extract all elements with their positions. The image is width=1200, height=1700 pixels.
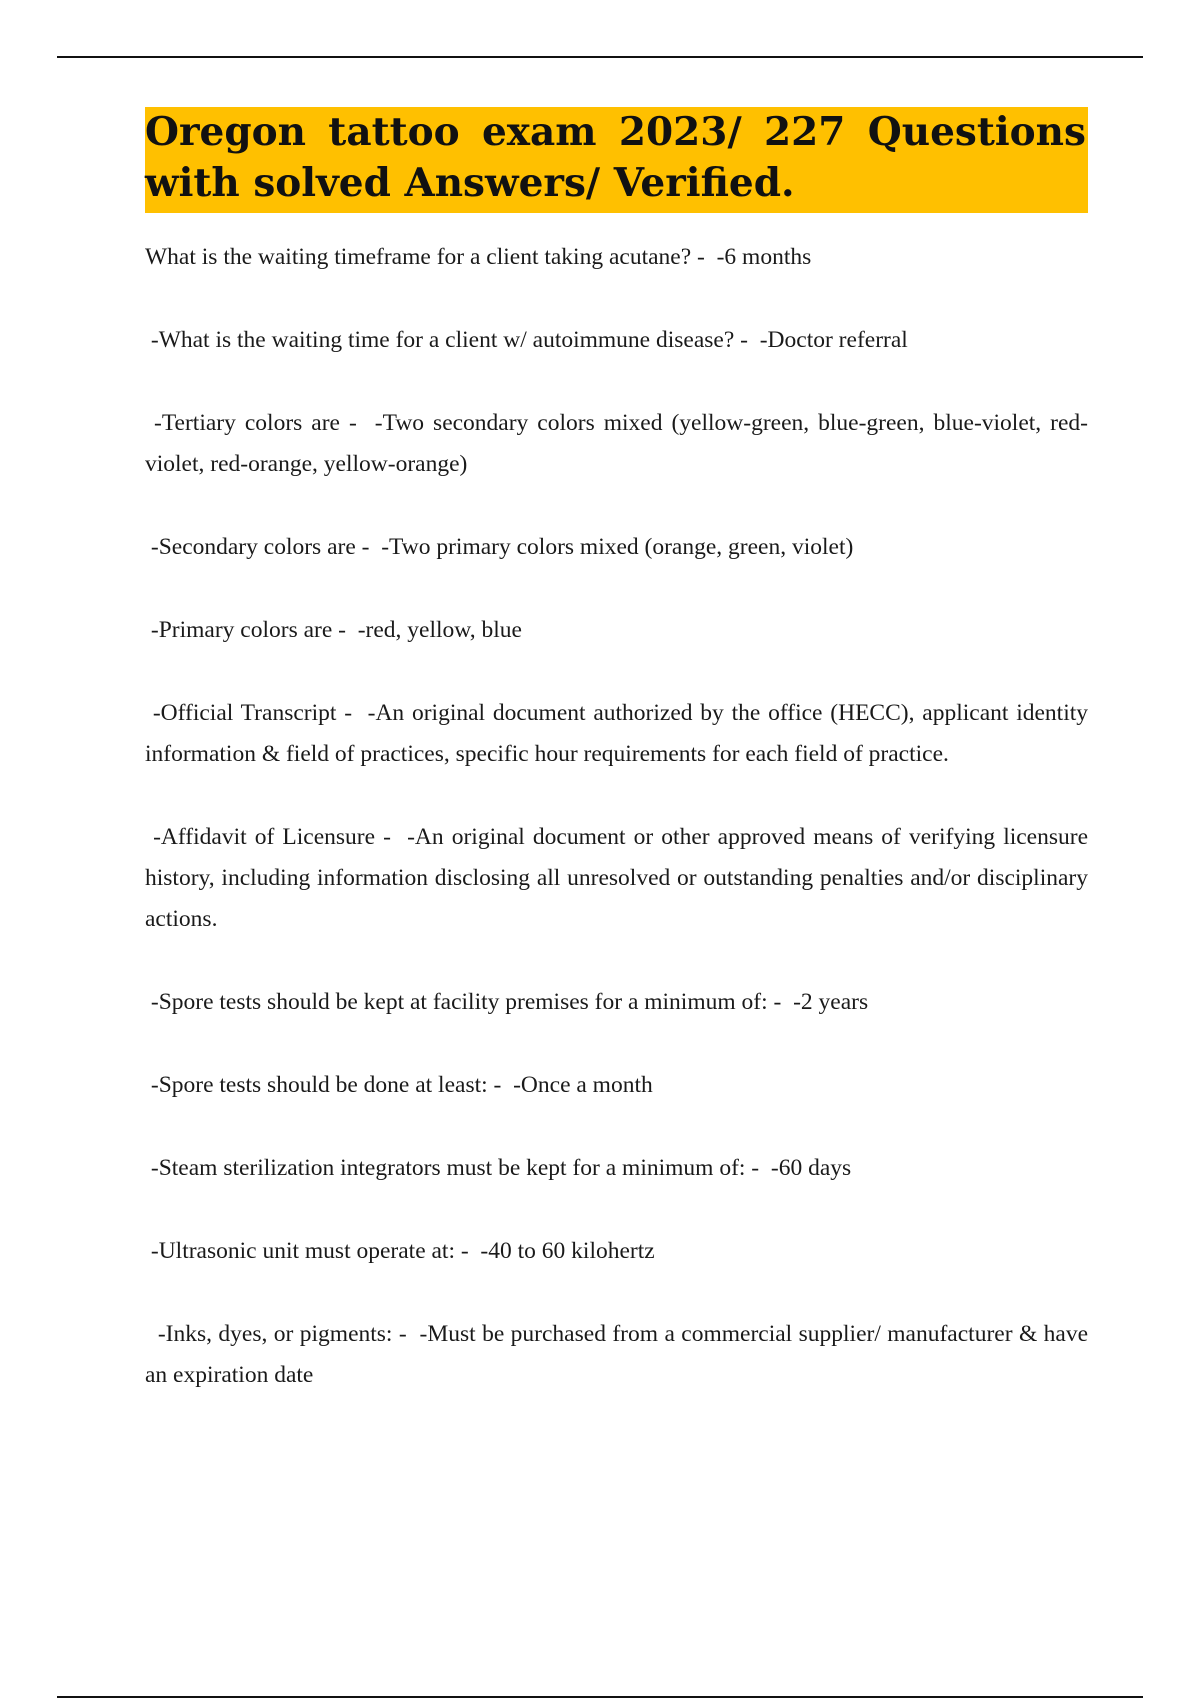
page-content — [145, 107, 1094, 1438]
qa-item: -Secondary colors are - -Two primary colors mixed (orange, green, violet) — [145, 534, 854, 560]
bottom-rule — [57, 1696, 1143, 1698]
qa-item: -Affidavit of Licensure - -An original document or other approved means of verifying licensure history, including information disclosing all unresolved or outstanding penalties and/or disciplinary actions. — [145, 824, 1094, 932]
qa-item: -Spore tests should be kept at facility premises for a minimum of: - -2 years — [145, 989, 869, 1015]
qa-item: What is the waiting timeframe for a client taking acutane? - -6 months — [145, 244, 812, 270]
top-rule — [57, 56, 1143, 58]
qa-item: -Ultrasonic unit must operate at: - -40 to 60 kilohertz — [145, 1238, 655, 1264]
qa-list — [145, 237, 1094, 1396]
qa-item: -Tertiary colors are - -Two secondary colors mixed (yellow-green, blue-green, blue-violet, red-violet, red-orange, yellow-orange) — [145, 410, 1088, 477]
qa-item: -Official Transcript - -An original document authorized by the office (HECC), applicant identity information & field of practices, specific hour requirements for each field of practice. — [145, 700, 1094, 767]
qa-item: -Steam sterilization integrators must be kept for a minimum of: - -60 days — [145, 1155, 852, 1181]
qa-item: -Primary colors are - -red, yellow, blue — [145, 617, 522, 643]
document-title: Oregon tattoo exam 2023/ 227 Questions with solved Answers/ Verified. — [145, 107, 1088, 213]
qa-item: -Spore tests should be done at least: - -Once a month — [145, 1072, 653, 1098]
qa-item: -What is the waiting time for a client w/ autoimmune disease? - -Doctor referral — [145, 327, 908, 353]
qa-item: -Inks, dyes, or pigments: - -Must be purchased from a commercial supplier/ manufacturer & have an expiration date — [145, 1321, 1094, 1388]
